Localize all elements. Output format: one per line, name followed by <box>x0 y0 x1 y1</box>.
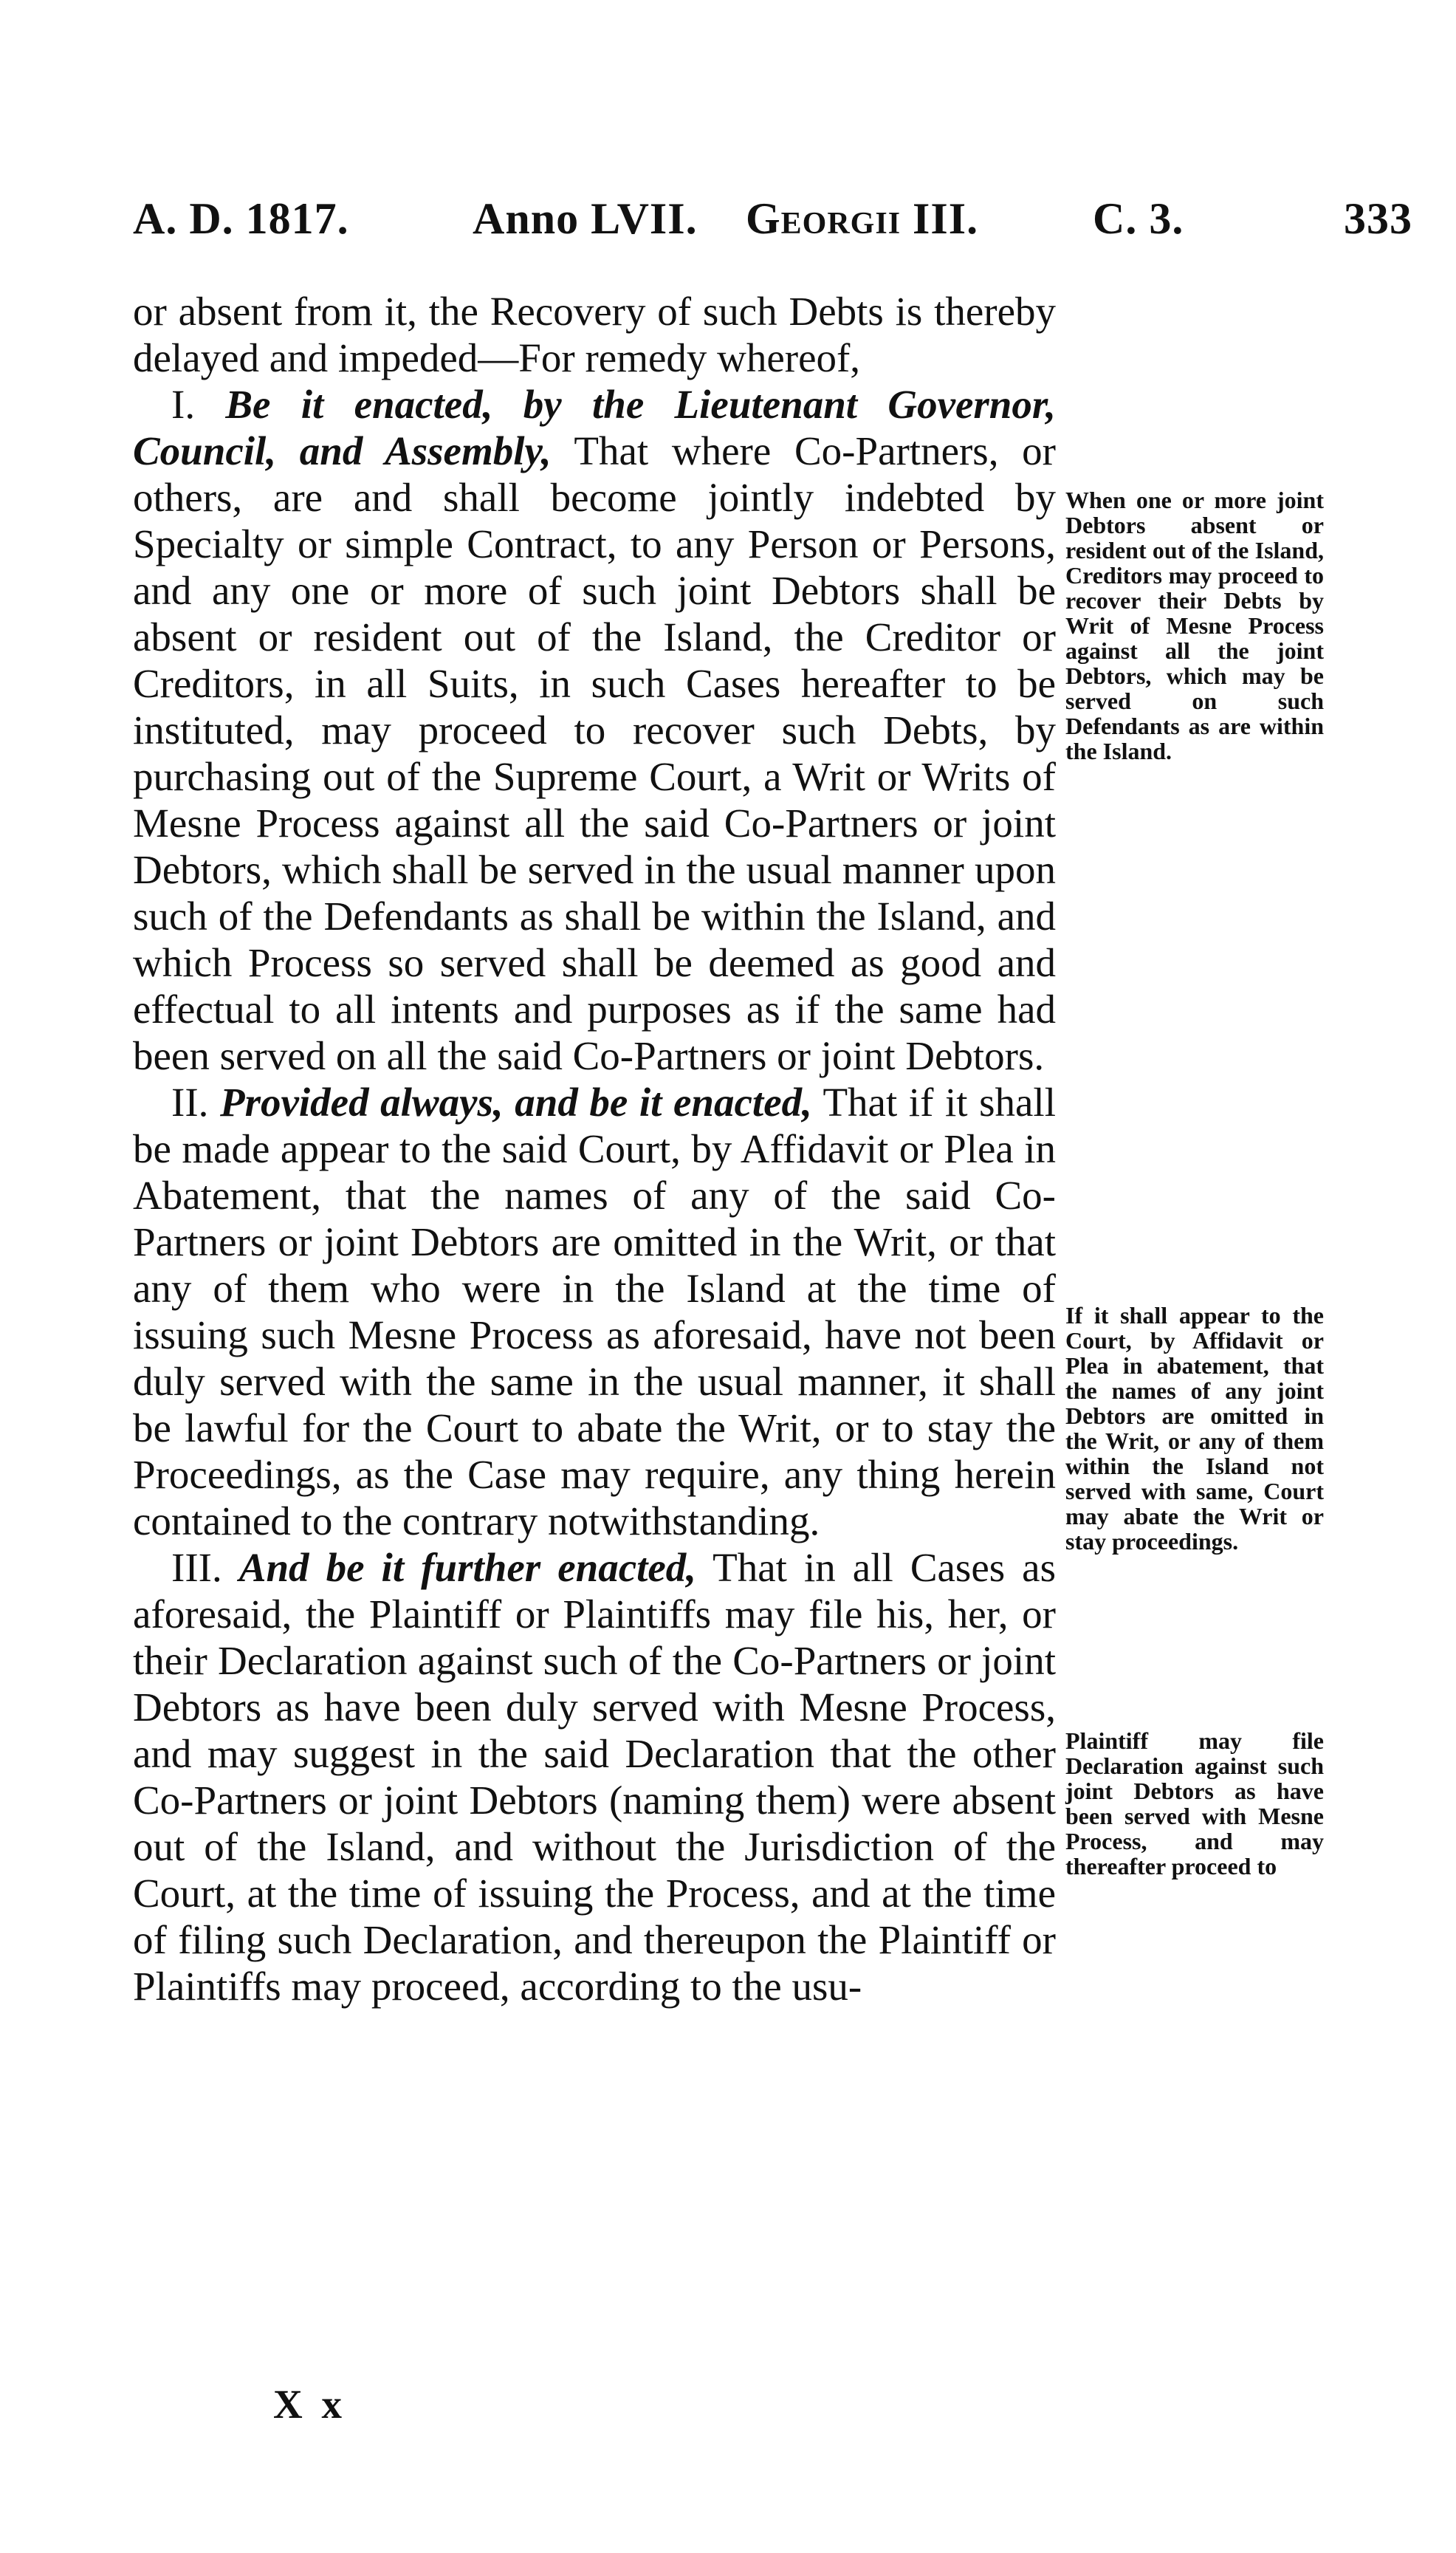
section-1-enacting-clause: Be it enacted, by the Lieutenant Governor, Council, and Assembly, <box>133 382 1057 473</box>
header-reign: Georgii III. <box>746 194 979 243</box>
section-2-text: That if it shall be made appear to the said Court, by Affidavit or Plea in Abatement, that the names of any of the said Co-Partners or joint Debtors are omitted in the Writ, or that any of them who were in the Island at the time of issuing such Mesne Process as aforesaid, have not been duly served with the same in the usual manner, it shall be lawful for the Court to abate the Writ, or to stay the Proceedings, as the Case may require, any thing herein contained to the contrary notwithstanding. <box>133 1080 1056 1543</box>
section-1 <box>133 381 1056 1079</box>
side-note-abatement: If it shall appear to the Court, by Affidavit or Plea in abatement, that the names of any joint Debtors are omitted in the Writ, or any of them within the Island not served with same, Court may abate the Writ or stay proceedings. <box>1065 1302 1324 1555</box>
section-1-number: I. <box>171 382 196 427</box>
header-chapter: C. 3. <box>1093 194 1184 243</box>
signature-mark: X x <box>273 2382 346 2427</box>
section-3-number: III. <box>171 1545 222 1590</box>
section-2 <box>133 1079 1056 1544</box>
header-anno: Anno LVII. <box>473 194 698 243</box>
section-3-enacting-clause: And be it further enacted, <box>238 1545 697 1590</box>
page-number: 333 <box>1344 194 1412 243</box>
opening-paragraph: or absent from it, the Recovery of such Debts is thereby delayed and impeded—For remedy whereof, <box>133 289 1056 380</box>
running-header <box>133 193 1418 253</box>
section-3 <box>133 1544 1056 2009</box>
section-1-text: That where Co-Partners, or others, are and shall become jointly indebted by Specialty or simple Contract, to any Person or Persons, and any one or more of such joint Debtors shall be absent or resident out of the Island, the Creditor or Creditors, in all Suits, in such Cases hereafter to be instituted, may proceed to recover such Debts, by purchasing out of the Supreme Court, a Writ or Writs of Mesne Process against all the said Co-Partners or joint Debtors, which shall be served in the usual manner upon such of the Defendants as shall be within the Island, and which Process so served shall be deemed as good and effectual to all intents and purposes as if the same had been served on all the said Co-Partners or joint Debtors. <box>133 428 1056 1078</box>
header-year: A. D. 1817. <box>133 194 349 243</box>
section-2-enacting-clause: Provided always, and be it enacted, <box>219 1080 812 1125</box>
side-note-absent-debtors: When one or more joint Debtors absent or resident out of the Island, Creditors may proceed to recover their Debts by Writ of Mesne Process against all the joint Debtors, which may be served on such Defendants as are within the Island. <box>1065 487 1324 764</box>
side-note-declaration: Plaintiff may file Declaration against such joint Debtors as have been served with Mesne Process, and may thereafter proceed to <box>1065 1727 1324 1879</box>
main-text-column <box>133 288 1056 2009</box>
section-2-number: II. <box>171 1080 209 1125</box>
section-3-text: That in all Cases as aforesaid, the Plaintiff or Plaintiffs may file his, her, or their Declaration against such of the Co-Partners or joint Debtors as have been duly served with Mesne Process, and may suggest in the said Declaration that the other Co-Partners or joint Debtors (naming them) were absent out of the Island, and without the Jurisdiction of the Court, at the time of issuing the Process, and at the time of filing such Declaration, and thereupon the Plaintiff or Plaintiffs may proceed, according to the usu- <box>133 1545 1056 2009</box>
